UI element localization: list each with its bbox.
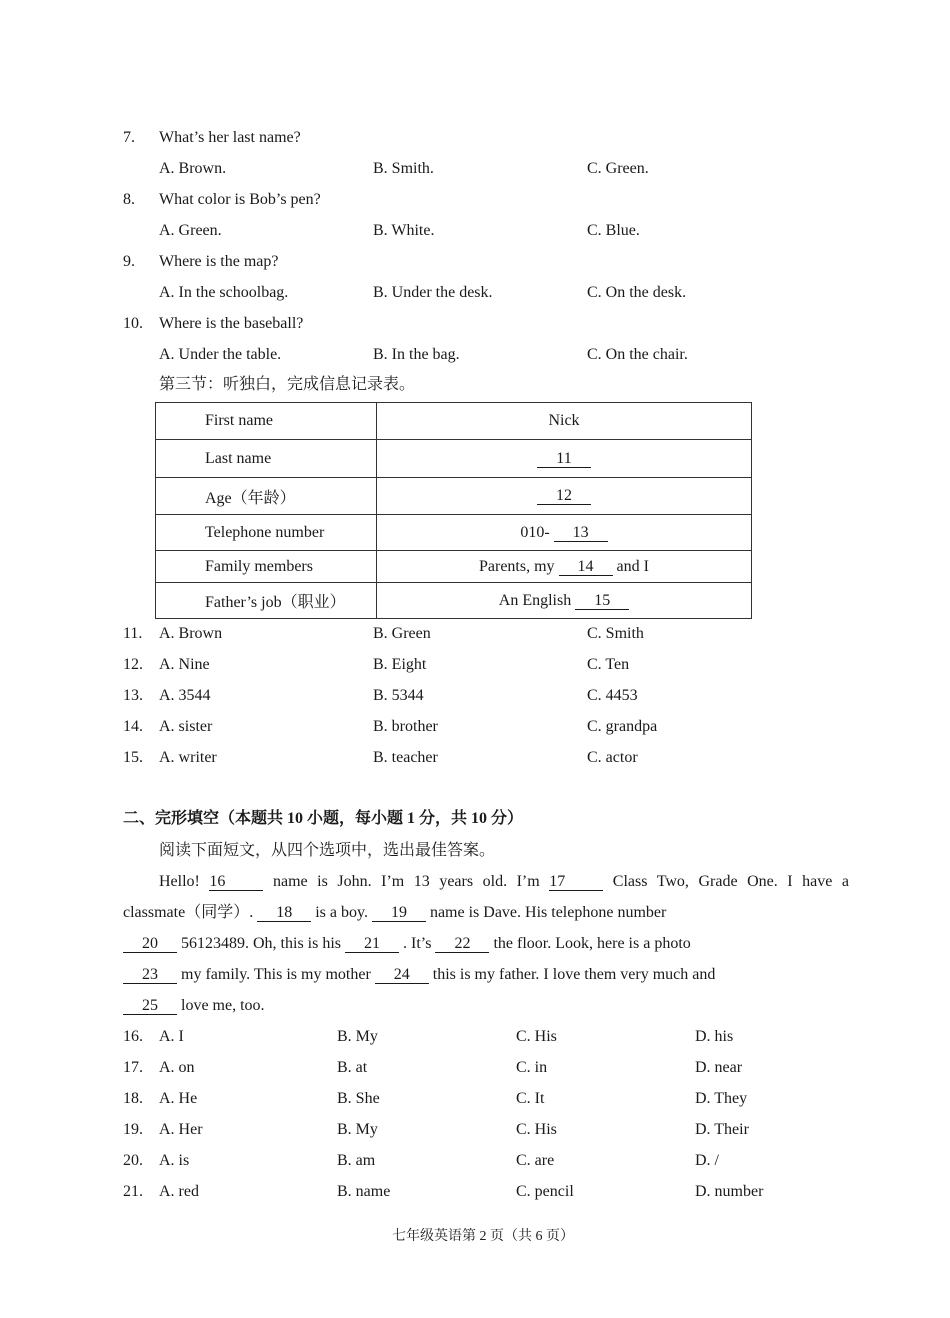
answer-option: B. My (337, 1028, 378, 1045)
answer-option: C. are (516, 1152, 555, 1169)
text-segment: is a boy. (311, 904, 372, 921)
answer-option: C. Smith (587, 625, 644, 642)
answer-option: A. Her (159, 1121, 203, 1138)
instruction: 阅读下面短文，从四个选项中，选出最佳答案。 (159, 842, 496, 859)
answer-blank: 17 (549, 874, 603, 891)
question-text: What’s her last name? (159, 129, 301, 146)
answer-blank: 11 (537, 451, 591, 468)
answer-option: A. 3544 (159, 687, 211, 704)
answer-option: C. 4453 (587, 687, 638, 704)
answer-blank: 24 (375, 967, 429, 984)
answer-blank: 22 (435, 936, 489, 953)
answer-blank: 19 (372, 905, 426, 922)
answer-option: A. Under the table. (159, 346, 282, 363)
answer-option: B. Smith. (373, 160, 434, 177)
table-row (156, 403, 752, 440)
answer-option: B. at (337, 1059, 368, 1076)
text-segment: name is John. I’m 13 years old. I’m (263, 873, 550, 890)
question-number: 20. (123, 1152, 143, 1169)
question-number: 9. (123, 253, 135, 270)
answer-option: A. is (159, 1152, 190, 1169)
question-text: What color is Bob’s pen? (159, 191, 321, 208)
text-segment: . It’s (399, 935, 436, 952)
row-label: Last name (156, 440, 377, 478)
answer-blank: 20 (123, 936, 177, 953)
table-row (156, 440, 752, 478)
passage-line (123, 903, 666, 923)
answer-option: D. They (695, 1090, 748, 1107)
text-segment: classmate（同学）. (123, 904, 258, 921)
answer-blank: 14 (559, 559, 613, 576)
answer-option: A. I (159, 1028, 184, 1045)
answer-option: B. am (337, 1152, 376, 1169)
passage-line (123, 996, 265, 1016)
text-segment: Hello! (159, 873, 210, 890)
text-segment: 010- (520, 523, 554, 541)
answer-option: C. Blue. (587, 222, 640, 239)
question-text: Where is the map? (159, 253, 279, 270)
table-row (156, 478, 752, 515)
passage-line (159, 872, 849, 892)
text-segment: my family. This is my mother (177, 966, 375, 983)
answer-option: A. He (159, 1090, 198, 1107)
answer-option: C. On the desk. (587, 284, 687, 301)
row-value (377, 515, 752, 551)
page-footer: 七年级英语第 2 页（共 6 页） (392, 1229, 574, 1244)
row-value (377, 583, 752, 619)
question-number: 8. (123, 191, 135, 208)
answer-option: C. On the chair. (587, 346, 688, 363)
answer-blank: 25 (123, 998, 177, 1015)
row-label: Age（年龄） (156, 478, 377, 515)
answer-option: C. Ten (587, 656, 630, 673)
answer-blank: 15 (575, 593, 629, 610)
text-segment: name is Dave. His telephone number (425, 904, 667, 921)
table-row (156, 551, 752, 583)
answer-option: B. She (337, 1090, 380, 1107)
answer-option: D. his (695, 1028, 734, 1045)
row-label: Telephone number (156, 515, 377, 551)
row-value (377, 478, 752, 515)
answer-option: B. My (337, 1121, 378, 1138)
answer-blank: 21 (345, 936, 399, 953)
answer-option: A. writer (159, 749, 217, 766)
answer-blank: 23 (123, 967, 177, 984)
text-segment: love me, too. (177, 997, 265, 1014)
answer-option: A. Brown. (159, 160, 227, 177)
question-number: 19. (123, 1121, 143, 1138)
text-segment: the floor. Look, here is a photo (489, 935, 691, 952)
question-number: 15. (123, 749, 143, 766)
answer-option: C. His (516, 1121, 557, 1138)
answer-option: C. pencil (516, 1183, 574, 1200)
answer-option: A. on (159, 1059, 195, 1076)
row-value (377, 440, 752, 478)
answer-blank: 13 (554, 525, 608, 542)
table-row (156, 515, 752, 551)
passage-line (123, 965, 715, 985)
answer-option: B. 5344 (373, 687, 424, 704)
text-segment: An English (498, 591, 576, 609)
passage-line (123, 934, 691, 954)
answer-option: C. It (516, 1090, 545, 1107)
row-value (377, 551, 752, 583)
answer-option: B. In the bag. (373, 346, 460, 363)
info-record-table (155, 402, 752, 619)
answer-option: B. Under the desk. (373, 284, 493, 301)
question-number: 16. (123, 1028, 143, 1045)
section-heading: 二、完形填空（本题共 10 小题，每小题 1 分，共 10 分） (123, 810, 524, 827)
answer-option: C. grandpa (587, 718, 658, 735)
text-segment: and I (612, 557, 649, 575)
answer-option: D. number (695, 1183, 764, 1200)
question-number: 7. (123, 129, 135, 146)
question-number: 18. (123, 1090, 143, 1107)
text-segment: Nick (548, 412, 580, 429)
answer-option: A. sister (159, 718, 213, 735)
answer-option: D. near (695, 1059, 743, 1076)
text-segment: Class Two, Grade One. I have a (603, 873, 850, 890)
answer-option: B. teacher (373, 749, 438, 766)
answer-blank: 12 (537, 488, 591, 505)
answer-option: B. Green (373, 625, 431, 642)
row-label: Father’s job（职业） (156, 583, 377, 619)
answer-blank: 16 (209, 874, 263, 891)
question-number: 10. (123, 315, 143, 332)
answer-blank: 18 (257, 905, 311, 922)
question-number: 11. (123, 625, 143, 642)
question-number: 17. (123, 1059, 143, 1076)
text-segment: 56123489. Oh, this is his (177, 935, 346, 952)
answer-option: C. actor (587, 749, 638, 766)
answer-option: B. Eight (373, 656, 427, 673)
text-segment: this is my father. I love them very much and (428, 966, 716, 983)
question-number: 13. (123, 687, 143, 704)
table-row (156, 583, 752, 619)
answer-option: D. Their (695, 1121, 749, 1138)
question-text: Where is the baseball? (159, 315, 304, 332)
answer-option: A. In the schoolbag. (159, 284, 289, 301)
answer-option: B. White. (373, 222, 435, 239)
row-value (377, 403, 752, 440)
answer-option: A. Green. (159, 222, 222, 239)
text-segment: Parents, my (479, 557, 559, 575)
answer-option: C. Green. (587, 160, 649, 177)
question-number: 21. (123, 1183, 143, 1200)
section-title: 第三节：听独白，完成信息记录表。 (159, 376, 416, 393)
question-number: 12. (123, 656, 143, 673)
row-label: First name (156, 403, 377, 440)
row-label: Family members (156, 551, 377, 583)
answer-option: C. His (516, 1028, 557, 1045)
answer-option: D. / (695, 1152, 719, 1169)
answer-option: B. brother (373, 718, 438, 735)
answer-option: A. Nine (159, 656, 210, 673)
answer-option: B. name (337, 1183, 391, 1200)
answer-option: C. in (516, 1059, 548, 1076)
answer-option: A. Brown (159, 625, 223, 642)
question-number: 14. (123, 718, 143, 735)
answer-option: A. red (159, 1183, 199, 1200)
